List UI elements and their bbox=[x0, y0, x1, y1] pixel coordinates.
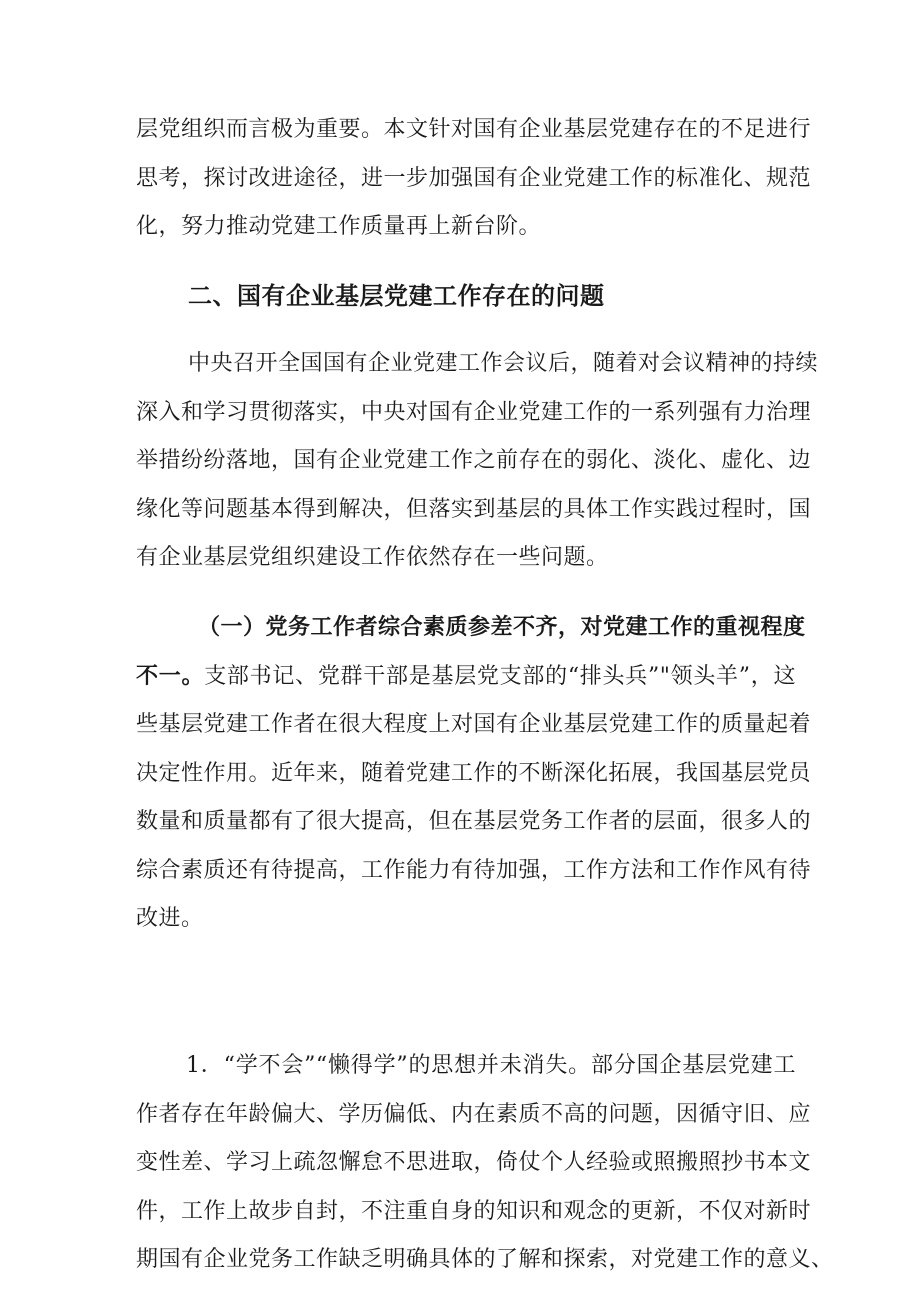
text-line: 决定性作用。近年来，随着党建工作的不断深化拓展，我国基层党员 bbox=[136, 760, 812, 786]
text-line bbox=[136, 653, 796, 702]
paragraph-point-one bbox=[136, 604, 812, 944]
text-line: 有企业基层党组织建设工作依然存在一些问题。 bbox=[136, 545, 609, 570]
text-line: 综合素质还有待提高，工作能力有待加强，工作方法和工作作风有待 bbox=[136, 857, 812, 883]
text-line: 思考，探讨改进途径，进一步加强国有企业党建工作的标准化、规范 bbox=[136, 165, 812, 191]
text-line: 变性差、学习上疏忽懈怠不思进取，倚仗个人经验或照搬照抄书本文 bbox=[136, 1150, 812, 1175]
text-line-rest: 支部书记、党群干部是基层党支部的“排头兵”"领头羊”，这 bbox=[204, 663, 796, 689]
text-line: 件，工作上故步自封，不注重自身的知识和观念的更新，不仅对新时 bbox=[136, 1198, 812, 1224]
text-line: 化，努力推动党建工作质量再上新台阶。 bbox=[136, 214, 542, 239]
text-line: 深入和学习贯彻落实，中央对国有企业党建工作的一系列强有力治理 bbox=[136, 399, 812, 425]
text-line: 作者存在年龄偏大、学历偏低、内在素质不高的问题，因循守旧、应 bbox=[136, 1101, 812, 1127]
text-line: 缘化等问题基本得到解决，但落实到基层的具体工作实践过程时，国 bbox=[136, 496, 812, 522]
text-line: 举措纷纷落地，国有企业党建工作之前存在的弱化、淡化、虚化、边 bbox=[136, 448, 812, 473]
text-line: 期国有企业党务工作缺乏明确具体的了解和探索，对党建工作的意义、 bbox=[136, 1247, 834, 1272]
point-heading-tail: 不一。 bbox=[136, 663, 205, 689]
text-line: 层党组织而言极为重要。本文针对国有企业基层党建存在的不足进行 bbox=[136, 117, 812, 142]
text-line: 数量和质量都有了很大提高，但在基层党务工作者的层面，很多人的 bbox=[136, 809, 812, 834]
text-line: 中央召开全国国有企业党建工作会议后，随着对会议精神的持续 bbox=[188, 351, 819, 376]
section-heading bbox=[188, 272, 788, 321]
text-line: 1．“学不会”“懒得学”的思想并未消失。部分国企基层党建工 bbox=[186, 1053, 796, 1078]
paragraph-section-intro bbox=[136, 340, 819, 583]
point-heading-line: （一）党务工作者综合素质参差不齐，对党建工作的重视程度 bbox=[198, 615, 806, 640]
paragraph-item-1 bbox=[136, 1042, 834, 1285]
section-heading-text: 二、国有企业基层党建工作存在的问题 bbox=[188, 282, 605, 310]
paragraph-intro-end bbox=[136, 106, 812, 252]
text-line: 些基层党建工作者在很大程度上对国有企业基层党建工作的质量起着 bbox=[136, 712, 812, 737]
text-line: 改进。 bbox=[136, 906, 204, 931]
